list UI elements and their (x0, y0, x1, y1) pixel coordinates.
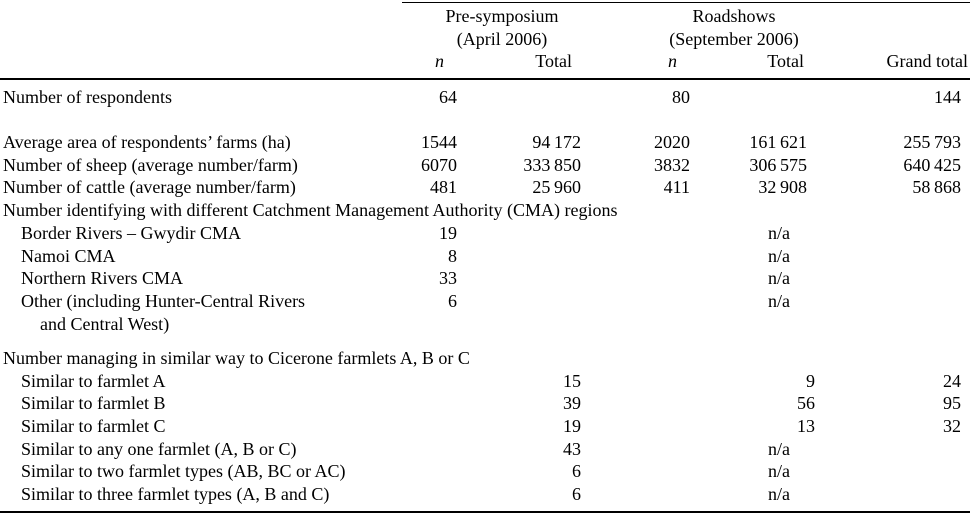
table-row (0, 245, 970, 267)
table-row (0, 438, 970, 460)
table-row-continuation (0, 313, 970, 335)
table-row (0, 483, 970, 505)
pre-n-cell: 6 (448, 291, 457, 311)
section-heading-cma (0, 199, 970, 221)
pre-n-cell: 64 (439, 87, 457, 107)
roadshows-cell: n/a (768, 268, 790, 288)
row-label: Average area of respondents’ farms (ha) (3, 132, 291, 152)
grand-total-cell: 32 (943, 416, 961, 436)
pre-n-cell: 6070 (421, 155, 457, 175)
pre-n-cell: 33 (439, 268, 457, 288)
road-n-cell: 80 (672, 87, 690, 107)
table-row (0, 176, 970, 198)
road-n-cell: 3832 (654, 155, 690, 175)
header-rule (0, 78, 970, 80)
road-n-header: n (668, 51, 677, 71)
pre-total-header: Total (535, 51, 572, 71)
pre-n-cell: 8 (448, 246, 457, 266)
grand-total-header: Grand total (886, 51, 968, 71)
pre-n-cell: 481 (430, 177, 457, 197)
row-label: Border Rivers – Gwydir CMA (21, 223, 241, 243)
table-row (0, 86, 970, 108)
pre-total-cell: 25 960 (532, 177, 581, 197)
section-title: Number managing in similar way to Cicerone farmlets A, B or C (3, 348, 470, 368)
road-n-cell: 411 (663, 177, 690, 197)
pre-symposium-heading: Pre-symposium (445, 6, 559, 26)
row-label: Similar to two farmlet types (AB, BC or AC) (21, 461, 346, 481)
pre-total-cell: 39 (563, 393, 581, 413)
pre-n-cell: 19 (439, 223, 457, 243)
table-row (0, 131, 970, 153)
roadshows-cell: n/a (768, 439, 790, 459)
row-label: Namoi CMA (21, 246, 116, 266)
grand-total-cell: 255 793 (903, 132, 961, 152)
grand-total-cell: 24 (943, 371, 961, 391)
header-row-groups (0, 5, 970, 27)
row-label: Similar to three farmlet types (A, B and C) (21, 484, 330, 504)
table-row (0, 222, 970, 244)
road-total-cell: 9 (806, 371, 815, 391)
section-title: Number identifying with different Catchment Management Authority (CMA) regions (3, 200, 618, 220)
pre-total-cell: 333 850 (523, 155, 581, 175)
pre-n-cell: 1544 (421, 132, 457, 152)
road-total-cell: 32 908 (758, 177, 807, 197)
table-top-rule (402, 2, 970, 3)
roadshows-cell: n/a (768, 461, 790, 481)
row-label: Northern Rivers CMA (21, 268, 183, 288)
row-label: Number of cattle (average number/farm) (3, 177, 296, 197)
grand-total-cell: 58 868 (912, 177, 961, 197)
row-label: Other (including Hunter-Central Rivers (21, 291, 306, 311)
header-row-dates (0, 28, 970, 50)
pre-total-cell: 94 172 (532, 132, 581, 152)
row-label-continuation: and Central West) (40, 314, 170, 334)
row-label: Number of sheep (average number/farm) (3, 155, 298, 175)
pre-total-cell: 15 (563, 371, 581, 391)
table-row (0, 267, 970, 289)
pre-n-header: n (435, 51, 444, 71)
row-label: Similar to farmlet C (21, 416, 166, 436)
roadshows-cell: n/a (768, 484, 790, 504)
pre-total-cell: 43 (563, 439, 581, 459)
row-label: Number of respondents (3, 87, 172, 107)
table-row (0, 290, 970, 312)
road-total-cell: 13 (797, 416, 815, 436)
table-row (0, 154, 970, 176)
road-total-cell: 306 575 (749, 155, 807, 175)
roadshows-cell: n/a (768, 246, 790, 266)
pre-total-cell: 19 (563, 416, 581, 436)
grand-total-cell: 144 (934, 87, 961, 107)
pre-total-cell: 6 (572, 461, 581, 481)
road-total-header: Total (767, 51, 804, 71)
table-row (0, 415, 970, 437)
table-bottom-rule (0, 511, 970, 513)
table-row (0, 370, 970, 392)
road-n-cell: 2020 (654, 132, 690, 152)
roadshows-heading: Roadshows (692, 6, 776, 26)
grand-total-cell: 95 (943, 393, 961, 413)
roadshows-date: (September 2006) (669, 29, 799, 49)
road-total-cell: 161 621 (749, 132, 807, 152)
pre-symposium-date: (April 2006) (456, 29, 548, 49)
header-row-columns (0, 50, 970, 72)
roadshows-cell: n/a (768, 291, 790, 311)
roadshows-cell: n/a (768, 223, 790, 243)
row-label: Similar to farmlet B (21, 393, 166, 413)
table-row (0, 392, 970, 414)
road-total-cell: 56 (797, 393, 815, 413)
row-label: Similar to any one farmlet (A, B or C) (21, 439, 297, 459)
section-heading-farmlets (0, 347, 970, 369)
pre-total-cell: 6 (572, 484, 581, 504)
row-label: Similar to farmlet A (21, 371, 166, 391)
grand-total-cell: 640 425 (903, 155, 961, 175)
table-row (0, 460, 970, 482)
